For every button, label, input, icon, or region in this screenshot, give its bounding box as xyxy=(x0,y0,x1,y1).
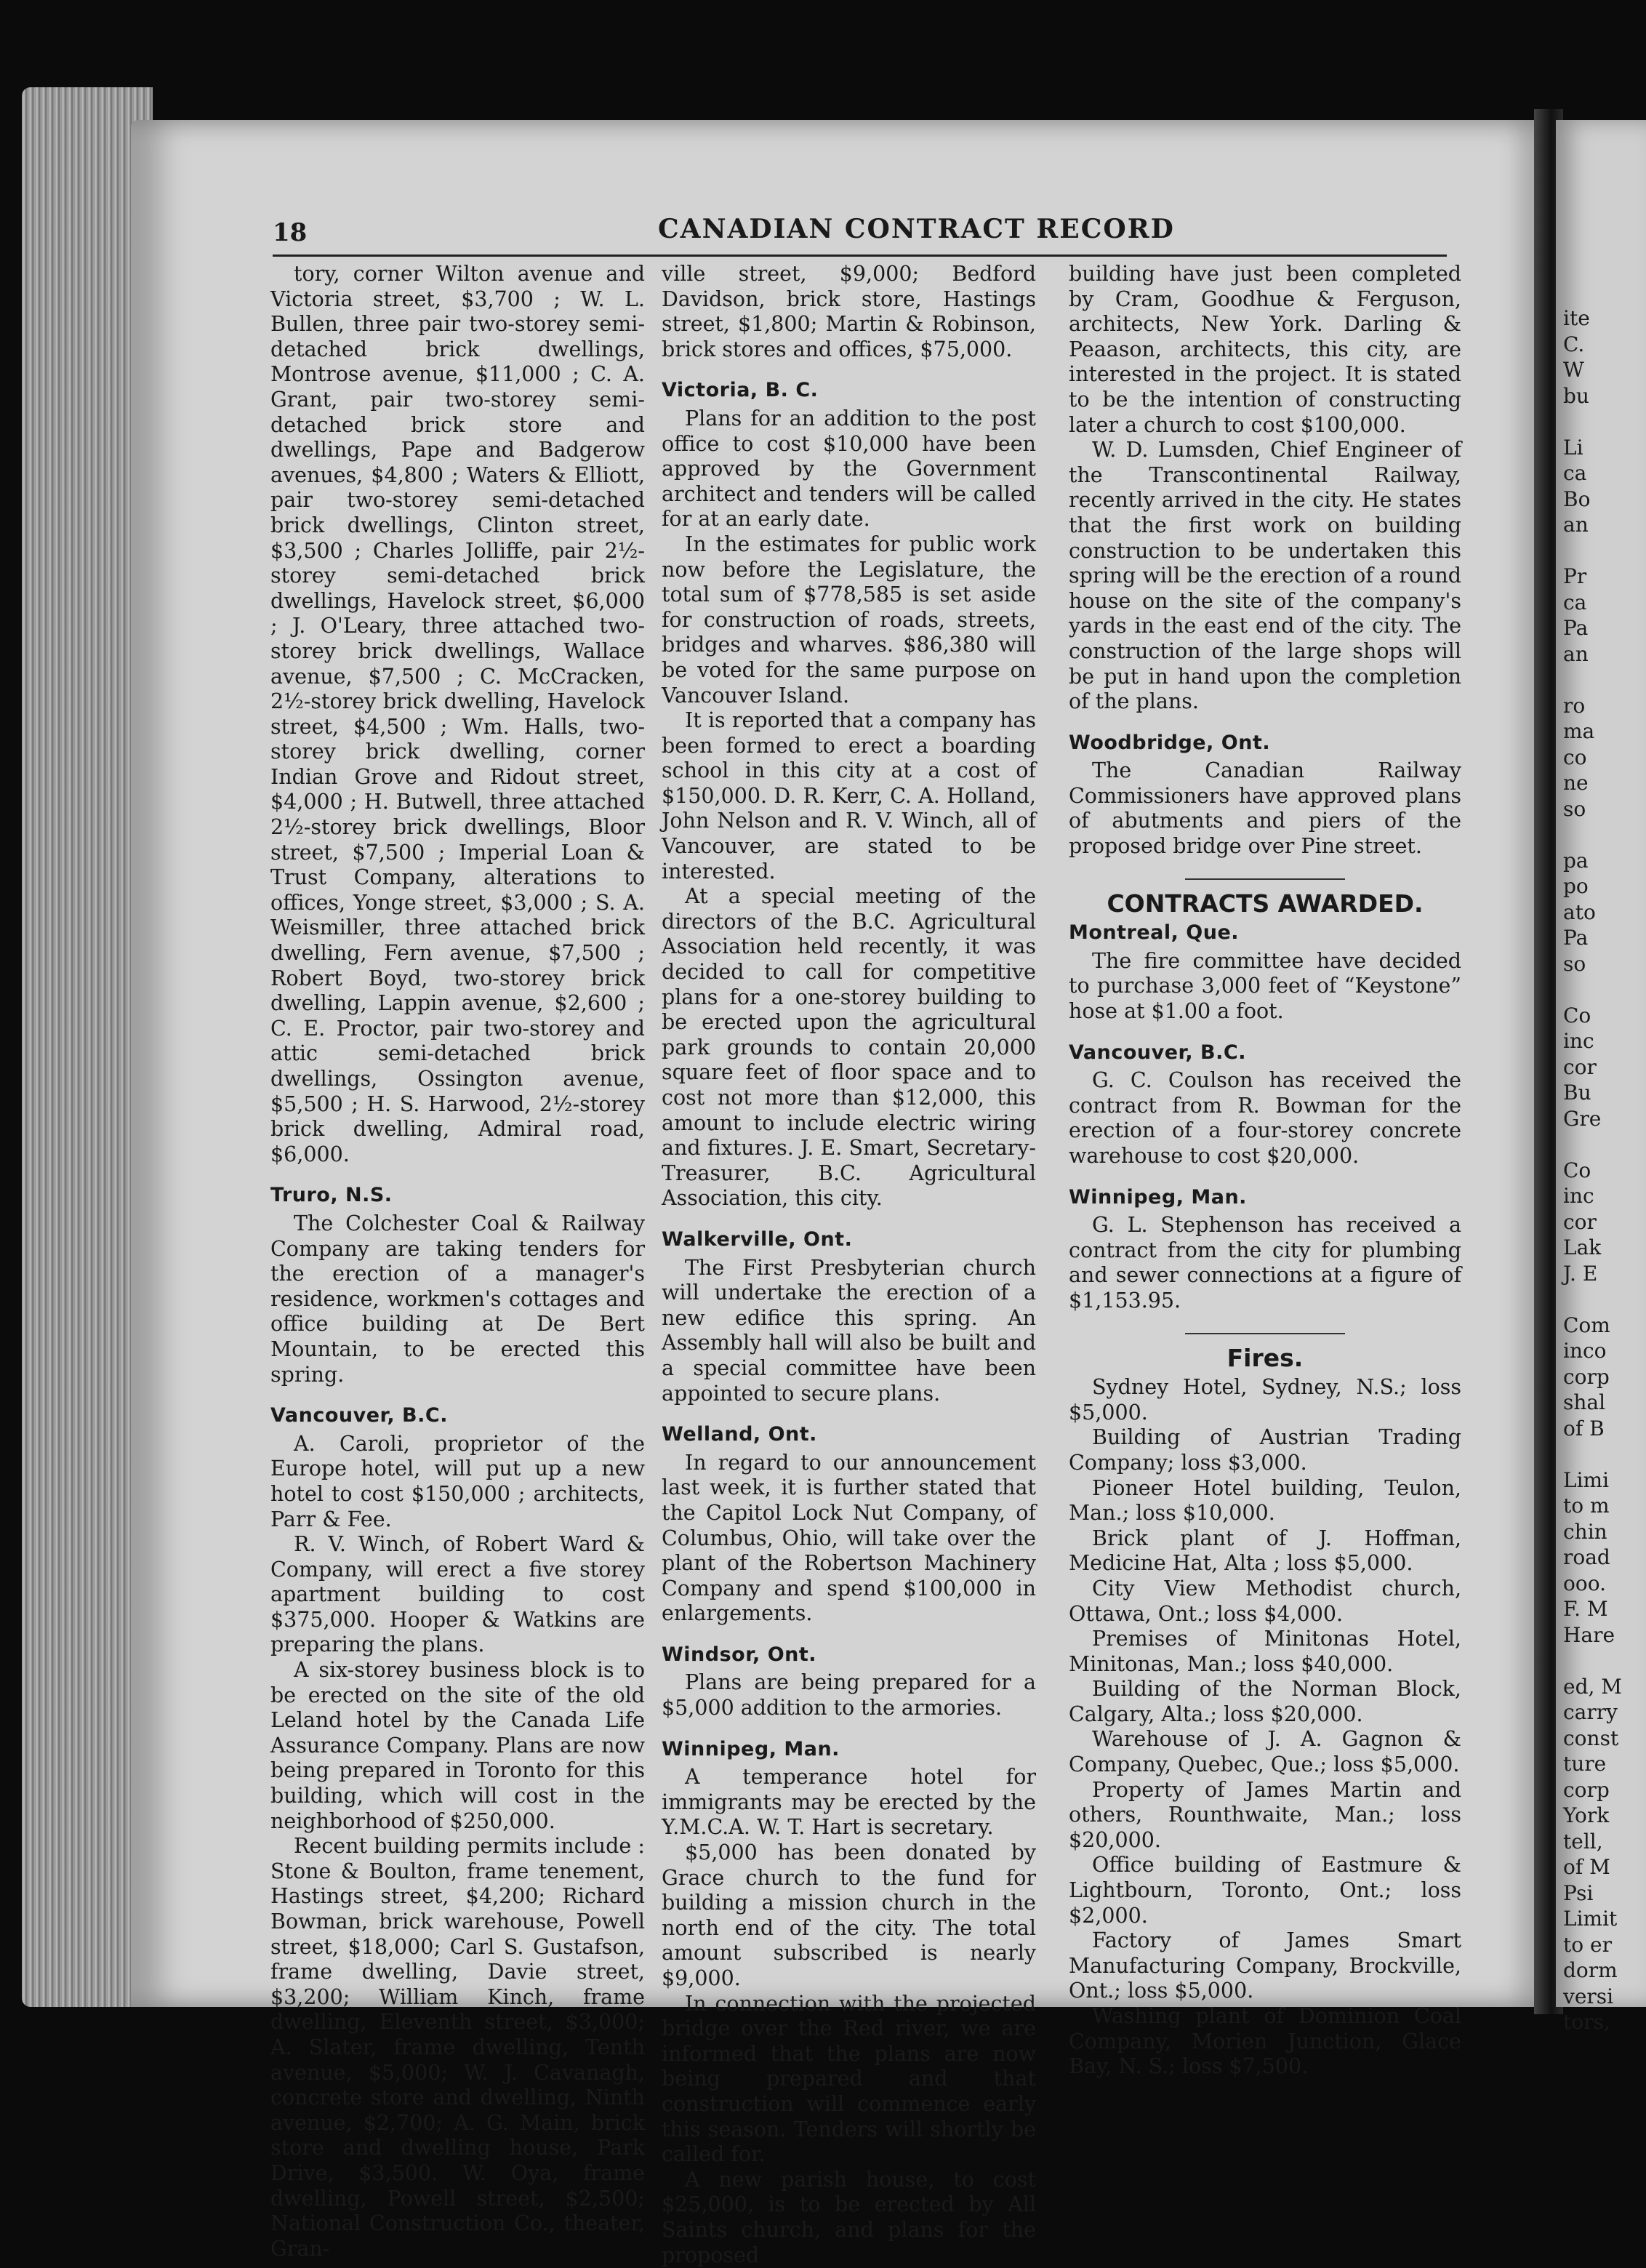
right-page-fragment: chin xyxy=(1563,1519,1607,1544)
right-page-fragment: so xyxy=(1563,951,1586,976)
right-page-fragment: Co xyxy=(1563,1158,1591,1182)
right-page-fragment: shal xyxy=(1563,1390,1606,1414)
right-page-fragment: tors, xyxy=(1563,2010,1610,2034)
right-page-fragment xyxy=(1563,1131,1622,1158)
paragraph: Brick plant of J. Hoffman, Medicine Hat, Alta ; loss $5,000. xyxy=(1069,1526,1461,1576)
paragraph: Warehouse of J. A. Gagnon & Company, Quebec, Que.; loss $5,000. xyxy=(1069,1727,1461,1777)
paragraph: The First Presbyterian church will undertake the erection of a new edifice this spring. An Assembly hall will also be built and a special committee have been appointed to secure plans. xyxy=(662,1255,1036,1406)
right-page-fragment: ca xyxy=(1563,461,1587,485)
paragraph: Washing plant of Dominion Coal Company, Morien Junction, Glace Bay, N. S.; loss $7,500. xyxy=(1069,2004,1461,2079)
right-page-fragment: so xyxy=(1563,796,1586,821)
location-heading: Truro, N.S. xyxy=(270,1184,393,1207)
text-column-2 xyxy=(662,262,1036,2268)
paragraph: $5,000 has been donated by Grace church to the fund for building a mission church in the north end of the city. The total amount subscribed is nearly $9,000. xyxy=(662,1840,1036,1990)
paragraph: Building of the Norman Block, Calgary, Alta.; loss $20,000. xyxy=(1069,1677,1461,1726)
right-page-fragment: ne xyxy=(1563,771,1589,795)
right-page-fragment: Pa xyxy=(1563,616,1589,640)
location-heading: Welland, Ont. xyxy=(662,1423,817,1446)
right-page-fragment: Li xyxy=(1563,435,1583,460)
right-page-fragment: const xyxy=(1563,1726,1619,1750)
location-heading: Vancouver, B.C. xyxy=(1069,1041,1246,1064)
right-page-fragment: an xyxy=(1563,641,1589,666)
right-page-fragment: carry xyxy=(1563,1700,1618,1724)
paragraph: A six-storey business block is to be erected on the site of the old Leland hotel by the Canada Life Assurance Company. Plans are now being prepared in Toronto for this building, which will cost in the neighborhood of $250,000. xyxy=(270,1658,645,1833)
right-page-fragment: versi xyxy=(1563,1984,1614,2008)
right-page-fragment: cor xyxy=(1563,1209,1597,1234)
right-page-fragment: co xyxy=(1563,745,1587,769)
right-page-fragment xyxy=(1563,667,1622,693)
paragraph: building have just been completed by Cram, Goodhue & Ferguson, architects, New York. Darling & Peaason, architects, this city, are interested in the project. It is stated to be the intention of constructing later a church to cost $100,000. xyxy=(1069,262,1461,437)
location-heading: Walkerville, Ont. xyxy=(662,1227,853,1251)
right-page-fragment: ro xyxy=(1563,693,1586,718)
page-number: 18 xyxy=(273,218,308,247)
right-page-fragment: tell, xyxy=(1563,1829,1603,1854)
right-page-fragment: York xyxy=(1563,1803,1610,1827)
right-page-fragment: ato xyxy=(1563,899,1596,924)
right-page-fragment: Pr xyxy=(1563,564,1587,588)
right-page-fragment: ite xyxy=(1563,306,1590,330)
paragraph: Property of James Martin and others, Rounthwaite, Man.; loss $20,000. xyxy=(1069,1777,1461,1852)
paragraph: Plans are being prepared for a $5,000 addition to the armories. xyxy=(662,1670,1036,1720)
paragraph: City View Methodist church, Ottawa, Ont.; loss $4,000. xyxy=(1069,1576,1461,1626)
paragraph: W. D. Lumsden, Chief Engineer of the Transcontinental Railway, recently arrived in the city. He states that the first work on building construction to be undertaken this spring will be the erection of a round house on the site of the company's yards in the east end of the city. The construction of the large shops will be put in hand upon the completion of the plans. xyxy=(1069,438,1461,714)
paragraph: G. L. Stephenson has received a contract from the city for plumbing and sewer connections at a figure of $1,153.95. xyxy=(1069,1213,1461,1313)
right-page-fragment: ooo. xyxy=(1563,1571,1606,1595)
right-page-fragment: ca xyxy=(1563,590,1587,614)
right-page-fragment: F. M xyxy=(1563,1597,1608,1621)
paragraph: tory, corner Wilton avenue and Victoria street, $3,700 ; W. L. Bullen, three pair two-storey semi-detached brick dwellings, Montrose avenue, $11,000 ; C. A. Grant, pair two-storey semi-detached brick store and dwellings, Pape and Badgerow avenues, $4,800 ; Waters & Elliott, pair two-storey semi-detached brick dwellings, Clinton street, $3,500 ; Charles Jolliffe, pair 2½-storey semi-detached brick dwellings, Havelock street, $6,000 ; J. O'Leary, three attached two-storey brick dwellings, Wallace avenue, $7,500 ; C. McCracken, 2½-storey brick dwelling, Havelock street, $4,500 ; Wm. Halls, two-storey brick dwelling, corner Indian Grove and Ridout street, $4,000 ; H. Butwell, three attached 2½-storey brick dwellings, Bloor street, $7,500 ; Imperial Loan & Trust Company, alterations to offices, Yonge street, $3,000 ; S. A. Weismiller, three attached brick dwelling, Fern avenue, $7,500 ; Robert Boyd, two-storey brick dwelling, Lappin avenue, $2,600 ; C. E. Proctor, pair two-storey and attic semi-detached brick dwellings, Ossington avenue, $5,500 ; H. S. Harwood, 2½-storey brick dwelling, Admiral road, $6,000. xyxy=(270,262,645,1166)
right-page-fragment xyxy=(1563,1648,1622,1674)
paragraph: At a special meeting of the directors of the B.C. Agricultural Association held recently, it was decided to call for competitive plans for a one-storey building to be erected upon the agricultural park grounds to contain 20,000 square feet of floor space and to cost not more than $12,000, this amount to include electric wiring and fixtures. J. E. Smart, Secretary-Treasurer, B.C. Agricultural Association, this city. xyxy=(662,884,1036,1211)
right-page-fragment xyxy=(1563,409,1622,435)
right-page-fragment: Gre xyxy=(1563,1106,1602,1131)
right-page-fragment: an xyxy=(1563,513,1589,537)
right-page-fragment: ma xyxy=(1563,719,1595,743)
paragraph: A temperance hotel for immigrants may be erected by the Y.M.C.A. W. T. Hart is secretary. xyxy=(662,1765,1036,1840)
right-page-fragment xyxy=(1563,822,1622,848)
location-heading: Winnipeg, Man. xyxy=(1069,1185,1247,1209)
right-page-fragment: W xyxy=(1563,358,1584,382)
paragraph: In the estimates for public work now before the Legislature, the total sum of $778,585 is set aside for construction of roads, streets, bridges and wharves. $86,380 will be voted for the same purpose on Vancouver Island. xyxy=(662,532,1036,708)
paragraph: A. Caroli, proprietor of the Europe hotel, will put up a new hotel to cost $150,000 ; architects, Parr & Fee. xyxy=(270,1431,645,1531)
right-page-fragment: to er xyxy=(1563,1932,1612,1957)
right-page-fragment: Lak xyxy=(1563,1235,1602,1259)
right-page-fragment: C. xyxy=(1563,332,1585,356)
right-page-fragment: inc xyxy=(1563,1184,1594,1208)
paragraph: Sydney Hotel, Sydney, N.S.; loss $5,000. xyxy=(1069,1375,1461,1424)
right-page-fragment: corp xyxy=(1563,1364,1610,1389)
paragraph: G. C. Coulson has received the contract from R. Bowman for the erection of a four-storey concrete warehouse to cost $20,000. xyxy=(1069,1068,1461,1168)
location-heading: Vancouver, B.C. xyxy=(270,1404,448,1427)
page-header xyxy=(273,211,1447,257)
right-page-fragment: of B xyxy=(1563,1416,1605,1440)
paragraph: The fire committee have decided to purchase 3,000 feet of “Keystone” hose at $1.00 a foot. xyxy=(1069,948,1461,1024)
right-page-fragment: bu xyxy=(1563,383,1589,408)
text-column-1 xyxy=(270,262,645,2261)
right-page-fragment: Pa xyxy=(1563,926,1589,950)
section-divider xyxy=(1185,878,1345,880)
location-heading: Victoria, B. C. xyxy=(662,379,819,402)
right-page-fragment: dorm xyxy=(1563,1958,1618,1982)
right-page-fragment: Bo xyxy=(1563,486,1591,511)
right-page-fragment: cor xyxy=(1563,1054,1597,1079)
right-page-fragment: Bu xyxy=(1563,1081,1591,1105)
right-page-fragment xyxy=(1563,1441,1622,1467)
paragraph: Recent building permits include : Stone & Boulton, frame tenement, Hastings street, $4,200; Richard Bowman, brick warehouse, Powell street, $18,000; Carl S. Gustafson, frame dwelling, Davie street, $3,200; William Kinch, frame dwelling, Eleventh street, $3,000; A. Slater, frame dwelling, Tenth avenue, $5,000; W. J. Cavanagh, concrete store and dwelling, Ninth avenue, $2,700; A. G. Main, brick store and dwelling house, Park Drive, $3,500. W. Oya, frame dwelling, Powell street, $2,500; National Construction Co., theater, Gran- xyxy=(270,1834,645,2261)
right-page-fragment: po xyxy=(1563,874,1589,898)
location-heading: Woodbridge, Ont. xyxy=(1069,731,1271,754)
location-heading: Windsor, Ont. xyxy=(662,1643,817,1666)
right-page-fragment: to m xyxy=(1563,1494,1610,1518)
location-heading: Montreal, Que. xyxy=(1069,921,1240,945)
right-page-fragment: Co xyxy=(1563,1003,1591,1027)
right-page-fragment: ture xyxy=(1563,1752,1607,1776)
paragraph: ville street, $9,000; Bedford Davidson, brick store, Hastings street, $1,800; Martin & Robinson, brick stores and offices, $75,000. xyxy=(662,262,1036,361)
paragraph: The Canadian Railway Commissioners have approved plans of abutments and piers of the proposed bridge over Pine street. xyxy=(1069,758,1461,859)
paragraph: It is reported that a company has been formed to erect a boarding school in this city at a cost of $150,000. D. R. Kerr, C. A. Holland, John Nelson and R. V. Winch, all of Vancouver, are stated to be interested. xyxy=(662,708,1036,883)
right-page-fragment: Hare xyxy=(1563,1622,1615,1647)
right-page-fragment xyxy=(1563,1286,1622,1313)
section-heading: Fires. xyxy=(1227,1343,1304,1372)
right-page-fragment xyxy=(1563,977,1622,1003)
right-page-fragment: ed, M xyxy=(1563,1674,1622,1699)
paragraph: Factory of James Smart Manufacturing Company, Brockville, Ont.; loss $5,000. xyxy=(1069,1928,1461,2003)
text-column-3 xyxy=(1069,262,1461,2080)
paragraph: Office building of Eastmure & Lightbourn, Toronto, Ont.; loss $2,000. xyxy=(1069,1853,1461,1928)
right-page-fragment xyxy=(1563,538,1622,564)
right-page-fragment: corp xyxy=(1563,1777,1610,1802)
right-page-fragments xyxy=(1563,305,1622,2035)
paragraph: R. V. Winch, of Robert Ward & Company, will erect a five storey apartment building to cost $375,000. Hooper & Watkins are preparing the plans. xyxy=(270,1532,645,1657)
paragraph: A new parish house, to cost $25,000, is to be erected by All Saints church, and plans for the proposed xyxy=(662,2167,1036,2267)
section-divider xyxy=(1185,1333,1345,1334)
right-page-fragment: road xyxy=(1563,1545,1610,1569)
paragraph: In connection with the projected bridge over the Red river, we are informed that the plans are now being prepared and that construction will commence early this season. Tenders will shortly be called for. xyxy=(662,1991,1036,2167)
location-heading: Winnipeg, Man. xyxy=(662,1737,840,1760)
paragraph: Plans for an addition to the post office to cost $10,000 have been approved by the Government architect and tenders will be called for at an early date. xyxy=(662,406,1036,532)
right-page-fragment: Psi xyxy=(1563,1880,1594,1905)
running-head-title: CANADIAN CONTRACT RECORD xyxy=(658,214,1175,244)
right-page-fragment: Limi xyxy=(1563,1467,1610,1492)
paragraph: Building of Austrian Trading Company; loss $3,000. xyxy=(1069,1425,1461,1475)
right-page-fragment: J. E xyxy=(1563,1261,1598,1286)
paragraph: The Colchester Coal & Railway Company are taking tenders for the erection of a manager's residence, workmen's cottages and office building at De Bert Mountain, to be erected this spring. xyxy=(270,1211,645,1387)
right-page-fragment: inco xyxy=(1563,1339,1607,1363)
paragraph: Pioneer Hotel building, Teulon, Man.; loss $10,000. xyxy=(1069,1475,1461,1526)
section-heading: CONTRACTS AWARDED. xyxy=(1107,889,1424,918)
paragraph: In regard to our announcement last week, it is further stated that the Capitol Lock Nut Company, of Columbus, Ohio, will take over the plant of the Robertson Machinery Company and spend $100,000 in enlargements. xyxy=(662,1450,1036,1626)
right-page-fragment: of M xyxy=(1563,1855,1610,1879)
right-page-fragment: inc xyxy=(1563,1029,1594,1053)
paragraph: Premises of Minitonas Hotel, Minitonas, Man.; loss $40,000. xyxy=(1069,1627,1461,1676)
right-page-fragment: Com xyxy=(1563,1313,1610,1337)
right-page-fragment: Limit xyxy=(1563,1907,1618,1931)
right-page-fragment: pa xyxy=(1563,848,1589,873)
